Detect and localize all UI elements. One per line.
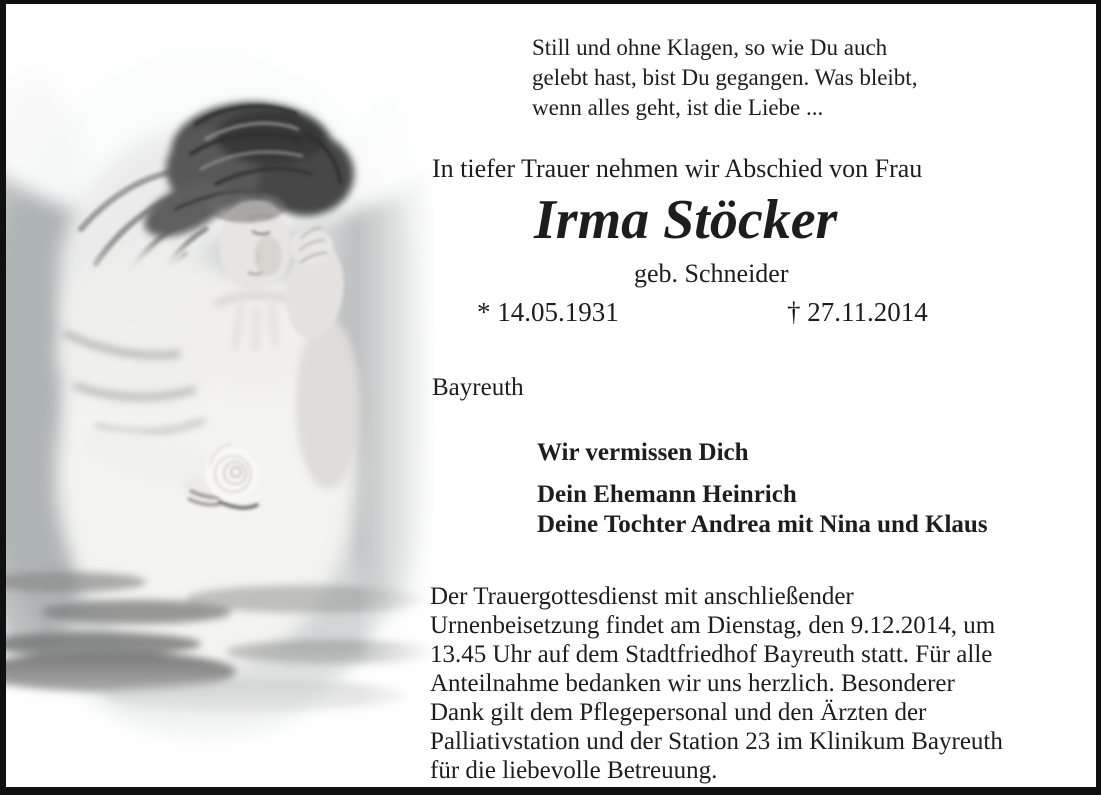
service-details bbox=[430, 582, 1003, 785]
angel-illustration bbox=[6, 4, 436, 787]
top-fade bbox=[6, 4, 436, 99]
service-line-3: 13.45 Uhr auf dem Stadtfriedhof Bayreuth statt. Für alle bbox=[430, 641, 993, 668]
service-line-2: Urnenbeisetzung findet am Dienstag, den 9.12.2014, um bbox=[430, 612, 996, 639]
service-line-5: Dank gilt dem Pflegepersonal und den Ärzten der bbox=[430, 699, 927, 726]
mourner-daughter: Deine Tochter Andrea mit Nina und Klaus bbox=[537, 511, 988, 538]
epigraph-line-3: wenn alles geht, ist die Liebe ... bbox=[532, 95, 824, 120]
epigraph-line-2: gelebt hast, bist Du gegangen. Was bleibt, bbox=[532, 65, 918, 90]
service-line-1: Der Trauergottesdienst mit anschließender bbox=[430, 583, 854, 610]
place-line: Bayreuth bbox=[432, 374, 524, 401]
right-fade bbox=[358, 4, 436, 787]
maiden-name: geb. Schneider bbox=[634, 259, 789, 288]
deceased-name: Irma Stöcker bbox=[534, 189, 838, 251]
birth-date: * 14.05.1931 bbox=[477, 297, 619, 327]
service-line-4: Anteilnahme bedanken wir uns herzlich. Besonderer bbox=[430, 670, 955, 697]
service-line-7: für die liebevolle Betreuung. bbox=[430, 757, 718, 784]
epigraph bbox=[532, 33, 917, 123]
intro-line: In tiefer Trauer nehmen wir Abschied von Frau bbox=[432, 154, 923, 183]
epigraph-line-1: Still und ohne Klagen, so wie Du auch bbox=[532, 35, 888, 60]
death-date: † 27.11.2014 bbox=[787, 297, 928, 327]
service-line-6: Palliativstation und der Station 23 im Klinikum Bayreuth bbox=[430, 728, 1003, 755]
farewell-line: Wir vermissen Dich bbox=[537, 439, 749, 466]
mourner-husband: Dein Ehemann Heinrich bbox=[537, 481, 797, 508]
